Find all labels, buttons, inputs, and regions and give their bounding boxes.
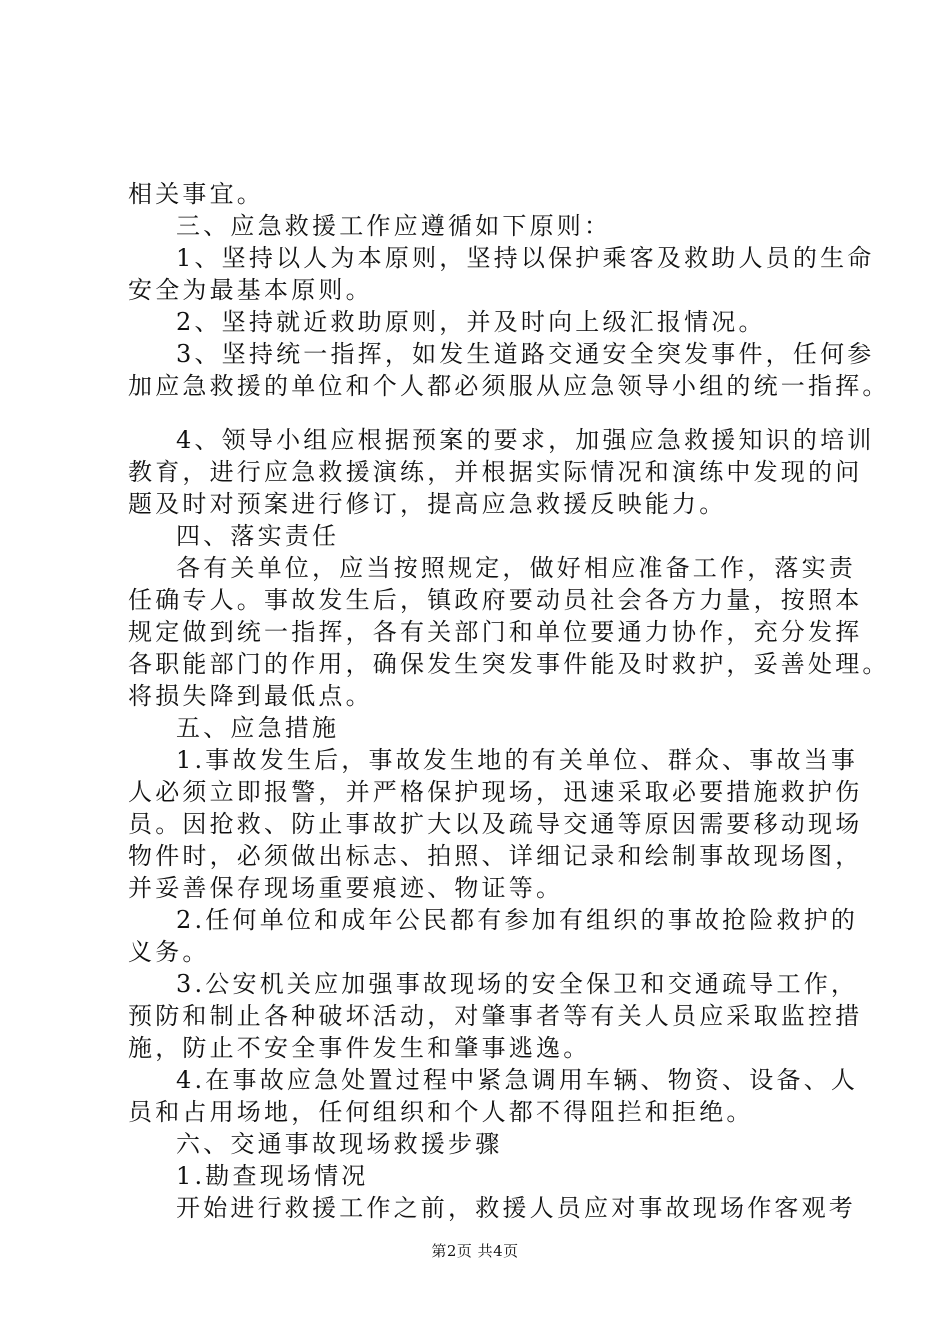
text-line: 物件时，必须做出标志、拍照、详细记录和绘制事故现场图， bbox=[128, 842, 863, 870]
text-line: 安全为最基本原则。 bbox=[128, 276, 373, 304]
text-line: 相关事宜。 bbox=[128, 180, 264, 208]
text-line: 预防和制止各种破坏活动，对肇事者等有关人员应采取监控措 bbox=[128, 1002, 863, 1030]
text-line: 将损失降到最低点。 bbox=[128, 682, 373, 710]
text-line: 题及时对预案进行修订，提高应急救援反映能力。 bbox=[128, 490, 727, 518]
text-line: 2.任何单位和成年公民都有参加有组织的事故抢险救护的 bbox=[176, 906, 859, 934]
text-line: 员。因抢救、防止事故扩大以及疏导交通等原因需要移动现场 bbox=[128, 810, 863, 838]
section-heading: 四、落实责任 bbox=[176, 522, 340, 550]
text-line: 3、坚持统一指挥，如发生道路交通安全突发事件，任何参 bbox=[176, 340, 875, 368]
text-line: 4.在事故应急处置过程中紧急调用车辆、物资、设备、人 bbox=[176, 1066, 859, 1094]
text-line: 1.事故发生后，事故发生地的有关单位、群众、事故当事 bbox=[176, 746, 859, 774]
section-heading: 三、应急救援工作应遵循如下原则： bbox=[176, 212, 612, 240]
text-line: 任确专人。事故发生后，镇政府要动员社会各方力量，按照本 bbox=[128, 586, 863, 614]
text-line: 加应急救援的单位和个人都必须服从应急领导小组的统一指挥。 bbox=[128, 372, 890, 400]
text-line: 人必须立即报警，并严格保护现场，迅速采取必要措施救护伤 bbox=[128, 778, 863, 806]
section-heading: 五、应急措施 bbox=[176, 714, 340, 742]
text-line: 1、坚持以人为本原则，坚持以保护乘客及救助人员的生命 bbox=[176, 244, 875, 272]
text-line: 开始进行救援工作之前，救援人员应对事故现场作客观考 bbox=[176, 1194, 856, 1222]
subsection-heading: 1.勘查现场情况 bbox=[176, 1162, 369, 1190]
text-line: 3.公安机关应加强事故现场的安全保卫和交通疏导工作， bbox=[176, 970, 859, 998]
text-line: 教育，进行应急救援演练，并根据实际情况和演练中发现的问 bbox=[128, 458, 863, 486]
text-line: 规定做到统一指挥，各有关部门和单位要通力协作，充分发挥 bbox=[128, 618, 863, 646]
text-line: 2、坚持就近救助原则，并及时向上级汇报情况。 bbox=[176, 308, 766, 336]
text-line: 并妥善保存现场重要痕迹、物证等。 bbox=[128, 874, 564, 902]
text-line: 义务。 bbox=[128, 938, 210, 966]
text-line: 施，防止不安全事件发生和肇事逃逸。 bbox=[128, 1034, 591, 1062]
text-line: 4、领导小组应根据预案的要求，加强应急救援知识的培训 bbox=[176, 426, 875, 454]
text-line: 各职能部门的作用，确保发生突发事件能及时救护，妥善处理。 bbox=[128, 650, 890, 678]
text-line: 各有关单位，应当按照规定，做好相应准备工作，落实责 bbox=[176, 554, 856, 582]
section-heading: 六、交通事故现场救援步骤 bbox=[176, 1130, 503, 1158]
page-footer: 第2页 共4页 bbox=[431, 1242, 519, 1260]
text-line: 员和占用场地，任何组织和个人都不得阻拦和拒绝。 bbox=[128, 1098, 754, 1126]
